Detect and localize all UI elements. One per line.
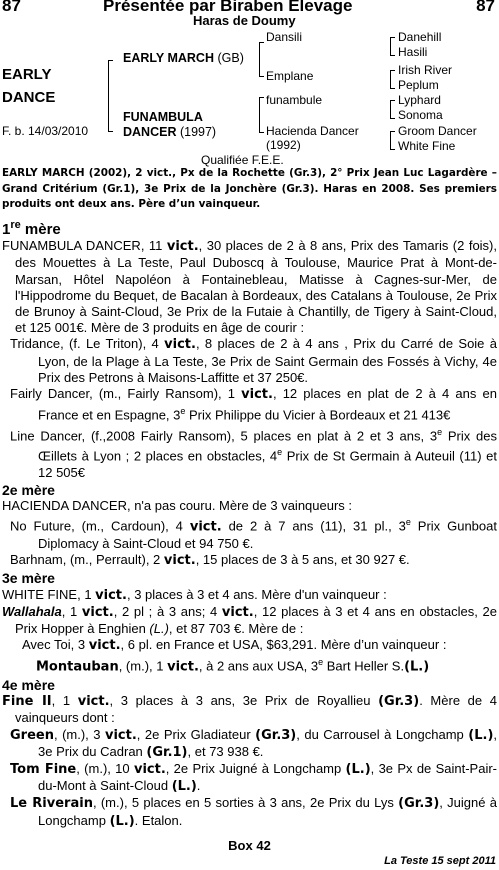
pedigree-bracket-funambule [390, 100, 395, 119]
pedigree-bracket-dansili [390, 37, 395, 56]
section-third-dam: 3e mère [2, 570, 55, 587]
qualification: Qualifiée F.E.E. [201, 153, 284, 167]
second-dam-record: HACIENDA DANCER, n'a pas couru. Mère de 3 vainqueurs : [2, 498, 353, 514]
horse-name-line2: DANCE [2, 89, 56, 106]
gen3-item: Lyphard [398, 93, 441, 107]
sire-summary: EARLY MARCH (2002), 2 vict., Px de la Rochette (Gr.3), 2° Prix Jean Luc Lagardère – Grand Critérium (Gr.1), 3e Prix de la Jonchère (Gr.3). Haras en 2008. Ses premiers produits ont deux ans. Père d’un vainqueur. [2, 167, 497, 210]
produce-avec-toi: Avec Toi, 3 vict., 6 pl. en France et USA, $63,291. Mère d’un vainqueur : [22, 637, 447, 654]
horse-name-line1: EARLY [2, 66, 52, 83]
gen2-sire-dam: Emplane [266, 69, 314, 83]
birth-info: F. b. 14/03/2010 [2, 124, 89, 138]
produce-barhnam: Barhnam, (m., Perrault), 2 vict., 15 places de 3 à 5 ans, et 30 927 €. [10, 552, 410, 569]
produce-tridance: Tridance, (f. Le Triton), 4 vict., 8 places de 2 à 4 ans , Prix du Carré de Soie à Lyon, de la Plage à La Teste, 3e Prix de Saint Germain des Fossés à Vichy, 4e Prix des Petrons à Maisons-Laffitte et 37 250€. [10, 336, 497, 385]
dam-line2: DANCER (1997) [123, 125, 217, 139]
section-fourth-dam: 4e mère [2, 676, 55, 693]
pedigree-bracket-sire [259, 42, 264, 77]
first-dam-record: FUNAMBULA DANCER, 11 vict., 30 places de 2 à 8 ans, Prix des Tamaris (2 fois), des Mouettes à La Teste, Paul Duboscq à Toulouse, Maurice Prat à Mont-de-Marsan, Hôtel Napoléon à Fontainebleau, Matisse à Cagnes-sur-Mer, de l'Hippodrome du Bequet, de Bacalan à Bordeaux, des Catalans à Toulouse, 2e Prix de Brunoy à Saint-Cloud, 3e Prix de la Futaie à Chantilly, de Tigery à Saint-Cloud, et 125 001€. Mère de 3 produits en âge de courir : [2, 238, 497, 336]
lot-number-left: 87 [2, 0, 21, 15]
gen3-item: Hasili [398, 45, 428, 59]
lot-number-right: 87 [476, 0, 495, 15]
gen3-item: Peplum [398, 78, 439, 92]
produce-line-dancer: Line Dancer, (f.,2008 Fairly Ransom), 5 places en plat à 2 et 3 ans, 3e Prix des Œillets à Lyon ; 2 places en obstacles, 4e Prix de St Germain à Auteuil (11) et 12 505€ [10, 426, 498, 480]
pedigree-bracket-hacienda [390, 131, 395, 150]
gen3-item: Groom Dancer [398, 124, 477, 138]
sire: EARLY MARCH (GB) [123, 51, 244, 65]
produce-green: Green, (m.), 3 vict., 2e Prix Gladiateur (Gr.3), du Carrousel à Longchamp (L.), 3e Prix du Cadran (Gr.1), et 73 938 €. [10, 726, 498, 760]
gen3-item: White Fine [398, 139, 456, 153]
produce-no-future: No Future, (m., Cardoun), 4 vict. de 2 à 7 ans (11), 31 pl., 3e Prix Gunboat Diplomacy à Saint-Cloud et 94 750 €. [10, 517, 497, 551]
stud-name: Haras de Doumy [193, 13, 296, 28]
pedigree-bracket-gen1 [108, 60, 113, 132]
sale-date: La Teste 15 sept 2011 [384, 855, 496, 867]
produce-le-riverain: Le Riverain, (m.), 5 places en 5 sorties à 3 ans, 2e Prix du Lys (Gr.3), Juigné à Longchamp (L.). Etalon. [10, 795, 498, 829]
gen2-dam-sire: funambule [266, 93, 323, 107]
section-first-dam: 1re mère [2, 219, 61, 238]
gen3-item: Danehill [398, 30, 442, 44]
dam-line1: FUNAMBULA [123, 110, 203, 124]
produce-montauban: Montauban, (m.), 1 vict., à 2 ans aux USA, 3e Bart Heller S.(L.) [36, 657, 430, 675]
box-number: Box 42 [228, 838, 271, 853]
fourth-dam-record: Fine II, 1 vict., 3 places à 3 ans, 3e Prix de Royallieu (Gr.3). Mère de 4 vainqueurs dont : [2, 693, 497, 726]
pedigree-bracket-emplane [390, 70, 395, 89]
gen2-sire-sire: Dansili [266, 30, 303, 44]
gen2-dam-dam: Hacienda Dancer [266, 124, 359, 138]
section-second-dam: 2e mère [2, 482, 55, 499]
produce-fairly-dancer: Fairly Dancer, (m., Fairly Ransom), 1 vict., 12 places en plat de 2 à 4 ans en France et en Espagne, 3e Prix Philippe du Vicier à Bordeaux et 21 413€ [10, 386, 497, 423]
produce-wallahala: Wallahala, 1 vict., 2 pl ; à 3 ans; 4 vict., 12 places à 3 et 4 ans en obstacles, 2e Prix Hopper à Enghien (L.), et 87 703 €. Mère de : [2, 603, 497, 636]
gen3-item: Sonoma [398, 108, 443, 122]
pedigree-bracket-dam [259, 97, 264, 133]
gen2-dam-dam-year: (1992) [266, 138, 301, 152]
third-dam-record: WHITE FINE, 1 vict., 3 places à 3 et 4 ans. Mère d'un vainqueur : [2, 586, 387, 603]
page-title: Présentée par Biraben Elevage [103, 0, 353, 15]
gen3-item: Irish River [398, 63, 453, 77]
produce-tom-fine: Tom Fine, (m.), 10 vict., 2e Prix Juigné à Longchamp (L.), 3e Px de Saint-Pair-du-Mont à Saint-Cloud (L.). [10, 760, 497, 795]
dam-lines [2, 216, 497, 830]
